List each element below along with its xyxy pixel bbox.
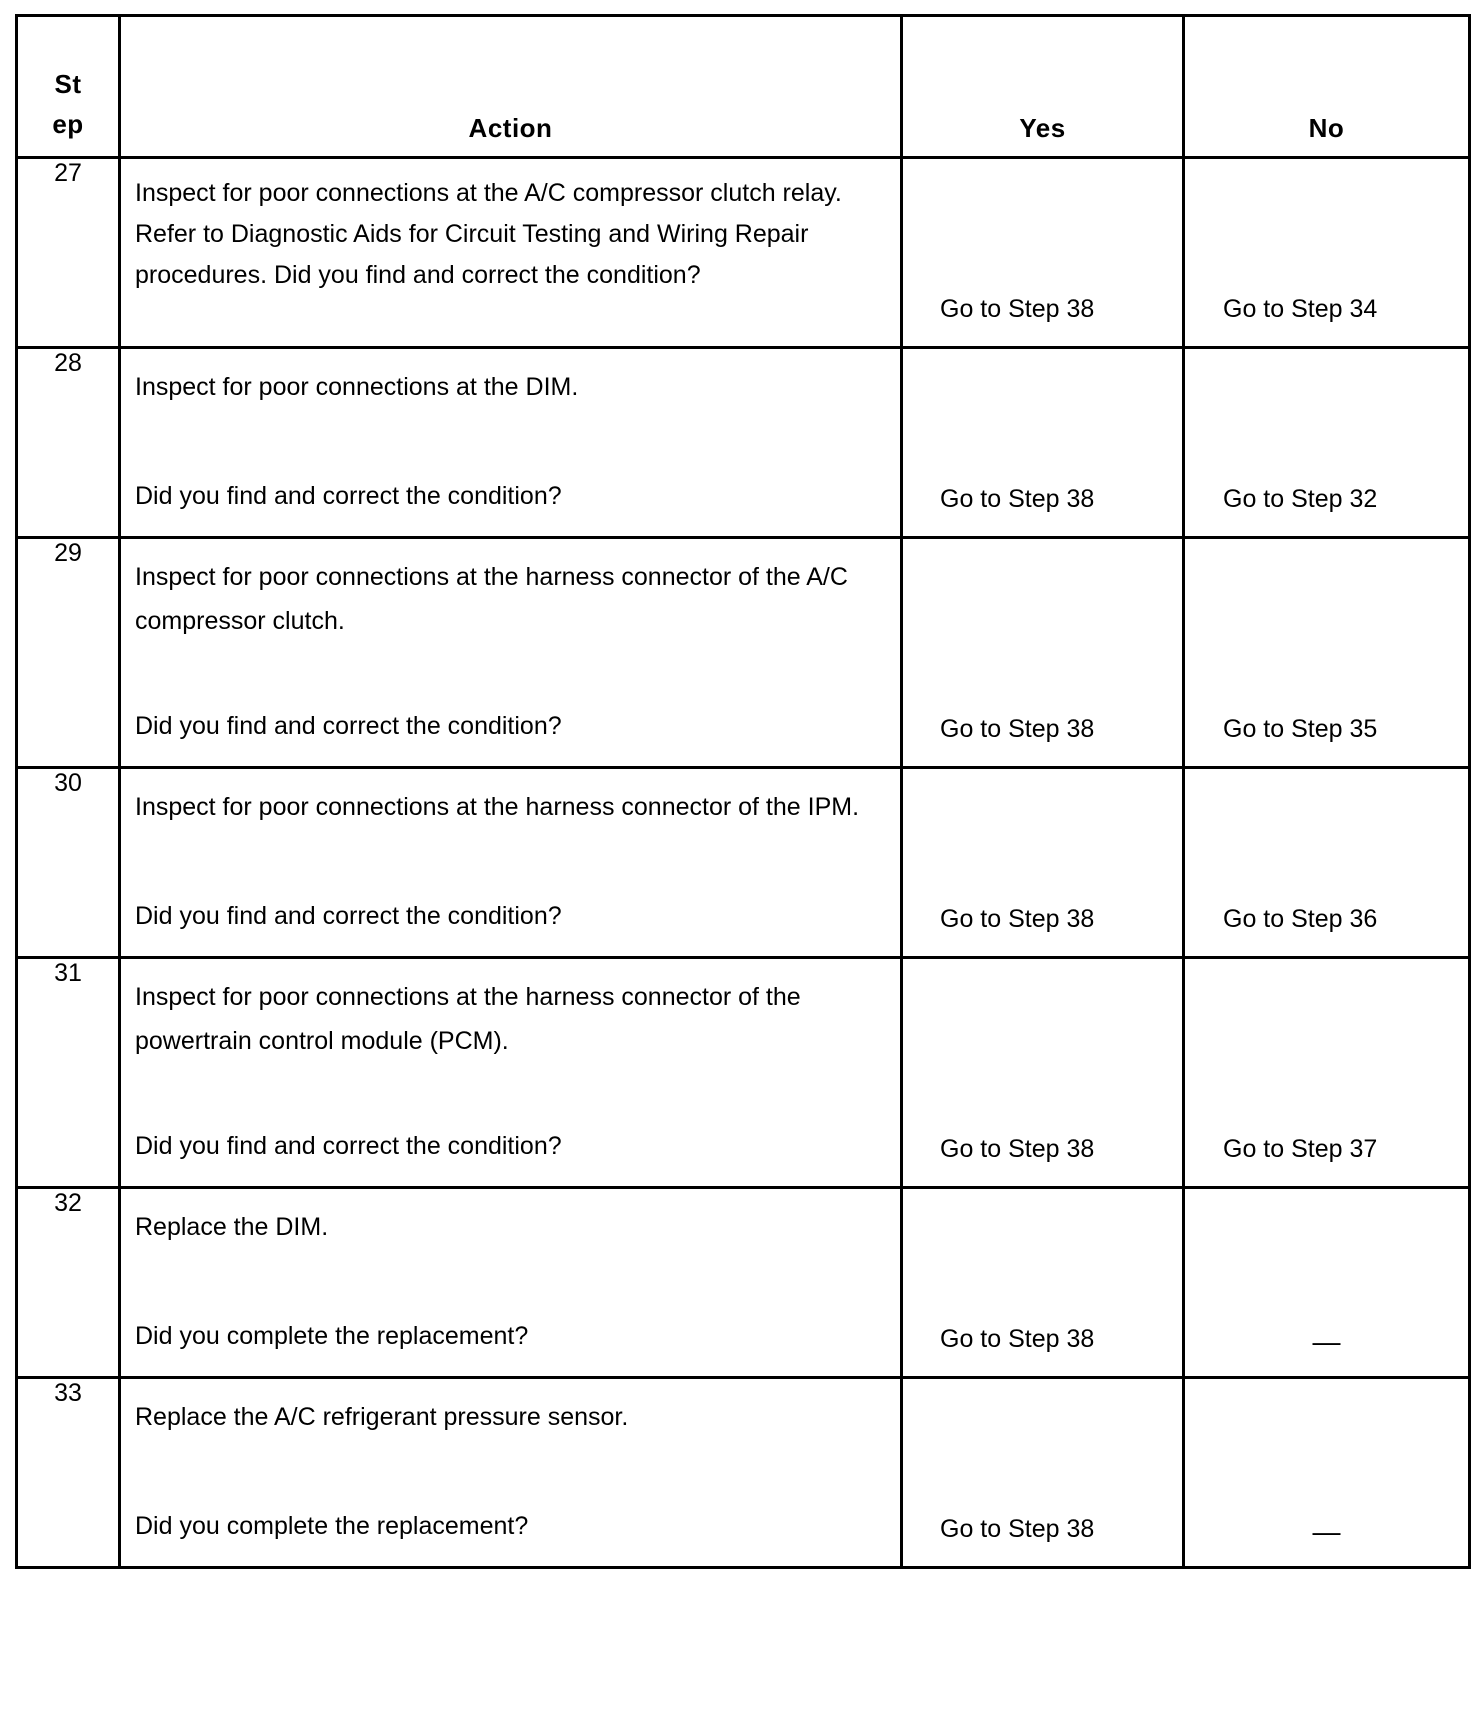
action-text: Inspect for poor connections at the harness connector of the A/C compressor clutch. xyxy=(135,563,848,635)
step-number: 32 xyxy=(17,1188,120,1378)
table-row xyxy=(17,1378,1470,1568)
step-number: 33 xyxy=(17,1378,120,1568)
action-question: Did you complete the replacement? xyxy=(135,1512,529,1540)
table-row xyxy=(17,1188,1470,1378)
no-result: Go to Step 34 xyxy=(1223,295,1378,323)
yes-cell xyxy=(902,348,1184,538)
yes-result: Go to Step 38 xyxy=(940,715,1095,743)
action-question: Did you find and correct the condition? xyxy=(135,482,562,510)
yes-cell xyxy=(902,1378,1184,1568)
no-cell xyxy=(1184,348,1470,538)
action-cell xyxy=(120,538,902,768)
action-text: Replace the A/C refrigerant pressure sensor. xyxy=(135,1403,629,1431)
action-cell xyxy=(120,158,902,348)
no-cell xyxy=(1184,768,1470,958)
no-result: Go to Step 36 xyxy=(1223,905,1378,933)
action-text: Inspect for poor connections at the harness connector of the IPM. xyxy=(135,793,860,821)
yes-result: Go to Step 38 xyxy=(940,1515,1095,1543)
step-column-header xyxy=(17,16,120,158)
table-row xyxy=(17,348,1470,538)
action-cell xyxy=(120,1378,902,1568)
yes-column-header: Yes xyxy=(902,16,1184,158)
action-text: Inspect for poor connections at the DIM. xyxy=(135,373,579,401)
no-column-header: No xyxy=(1184,16,1470,158)
no-result: — xyxy=(1312,1326,1341,1357)
step-number: 28 xyxy=(17,348,120,538)
step-number: 29 xyxy=(17,538,120,768)
yes-cell xyxy=(902,958,1184,1188)
table-row xyxy=(17,158,1470,348)
action-cell xyxy=(120,768,902,958)
action-cell xyxy=(120,348,902,538)
action-question: Did you complete the replacement? xyxy=(135,1322,529,1350)
no-cell xyxy=(1184,1188,1470,1378)
no-result: Go to Step 35 xyxy=(1223,715,1378,743)
yes-cell xyxy=(902,768,1184,958)
action-question: Did you find and correct the condition? xyxy=(135,712,562,740)
no-result: Go to Step 37 xyxy=(1223,1135,1378,1163)
action-cell xyxy=(120,1188,902,1378)
step-number: 27 xyxy=(17,158,120,348)
yes-result: Go to Step 38 xyxy=(940,485,1095,513)
action-cell xyxy=(120,958,902,1188)
diagnostic-table xyxy=(15,14,1471,1569)
yes-result: Go to Step 38 xyxy=(940,1325,1095,1353)
step-header-line2: ep xyxy=(52,109,84,139)
table-row xyxy=(17,958,1470,1188)
no-cell xyxy=(1184,1378,1470,1568)
no-result: — xyxy=(1312,1516,1341,1547)
table-row xyxy=(17,768,1470,958)
action-text: Inspect for poor connections at the A/C compressor clutch relay. Refer to Diagnostic Aids for Circuit Testing and Wiring Repair procedures. Did you find and correct the condition? xyxy=(135,179,842,289)
action-text: Inspect for poor connections at the harness connector of the powertrain control module (PCM). xyxy=(135,983,801,1055)
no-cell xyxy=(1184,158,1470,348)
step-header-line1: St xyxy=(54,69,82,99)
step-number: 30 xyxy=(17,768,120,958)
no-cell xyxy=(1184,958,1470,1188)
yes-cell xyxy=(902,538,1184,768)
yes-result: Go to Step 38 xyxy=(940,905,1095,933)
yes-result: Go to Step 38 xyxy=(940,295,1095,323)
action-column-header: Action xyxy=(120,16,902,158)
table-row xyxy=(17,538,1470,768)
yes-cell xyxy=(902,158,1184,348)
yes-cell xyxy=(902,1188,1184,1378)
action-question: Did you find and correct the condition? xyxy=(135,902,562,930)
no-cell xyxy=(1184,538,1470,768)
step-number: 31 xyxy=(17,958,120,1188)
action-question: Did you find and correct the condition? xyxy=(135,1132,562,1160)
header-row xyxy=(17,16,1470,158)
action-text: Replace the DIM. xyxy=(135,1213,329,1241)
no-result: Go to Step 32 xyxy=(1223,485,1378,513)
yes-result: Go to Step 38 xyxy=(940,1135,1095,1163)
